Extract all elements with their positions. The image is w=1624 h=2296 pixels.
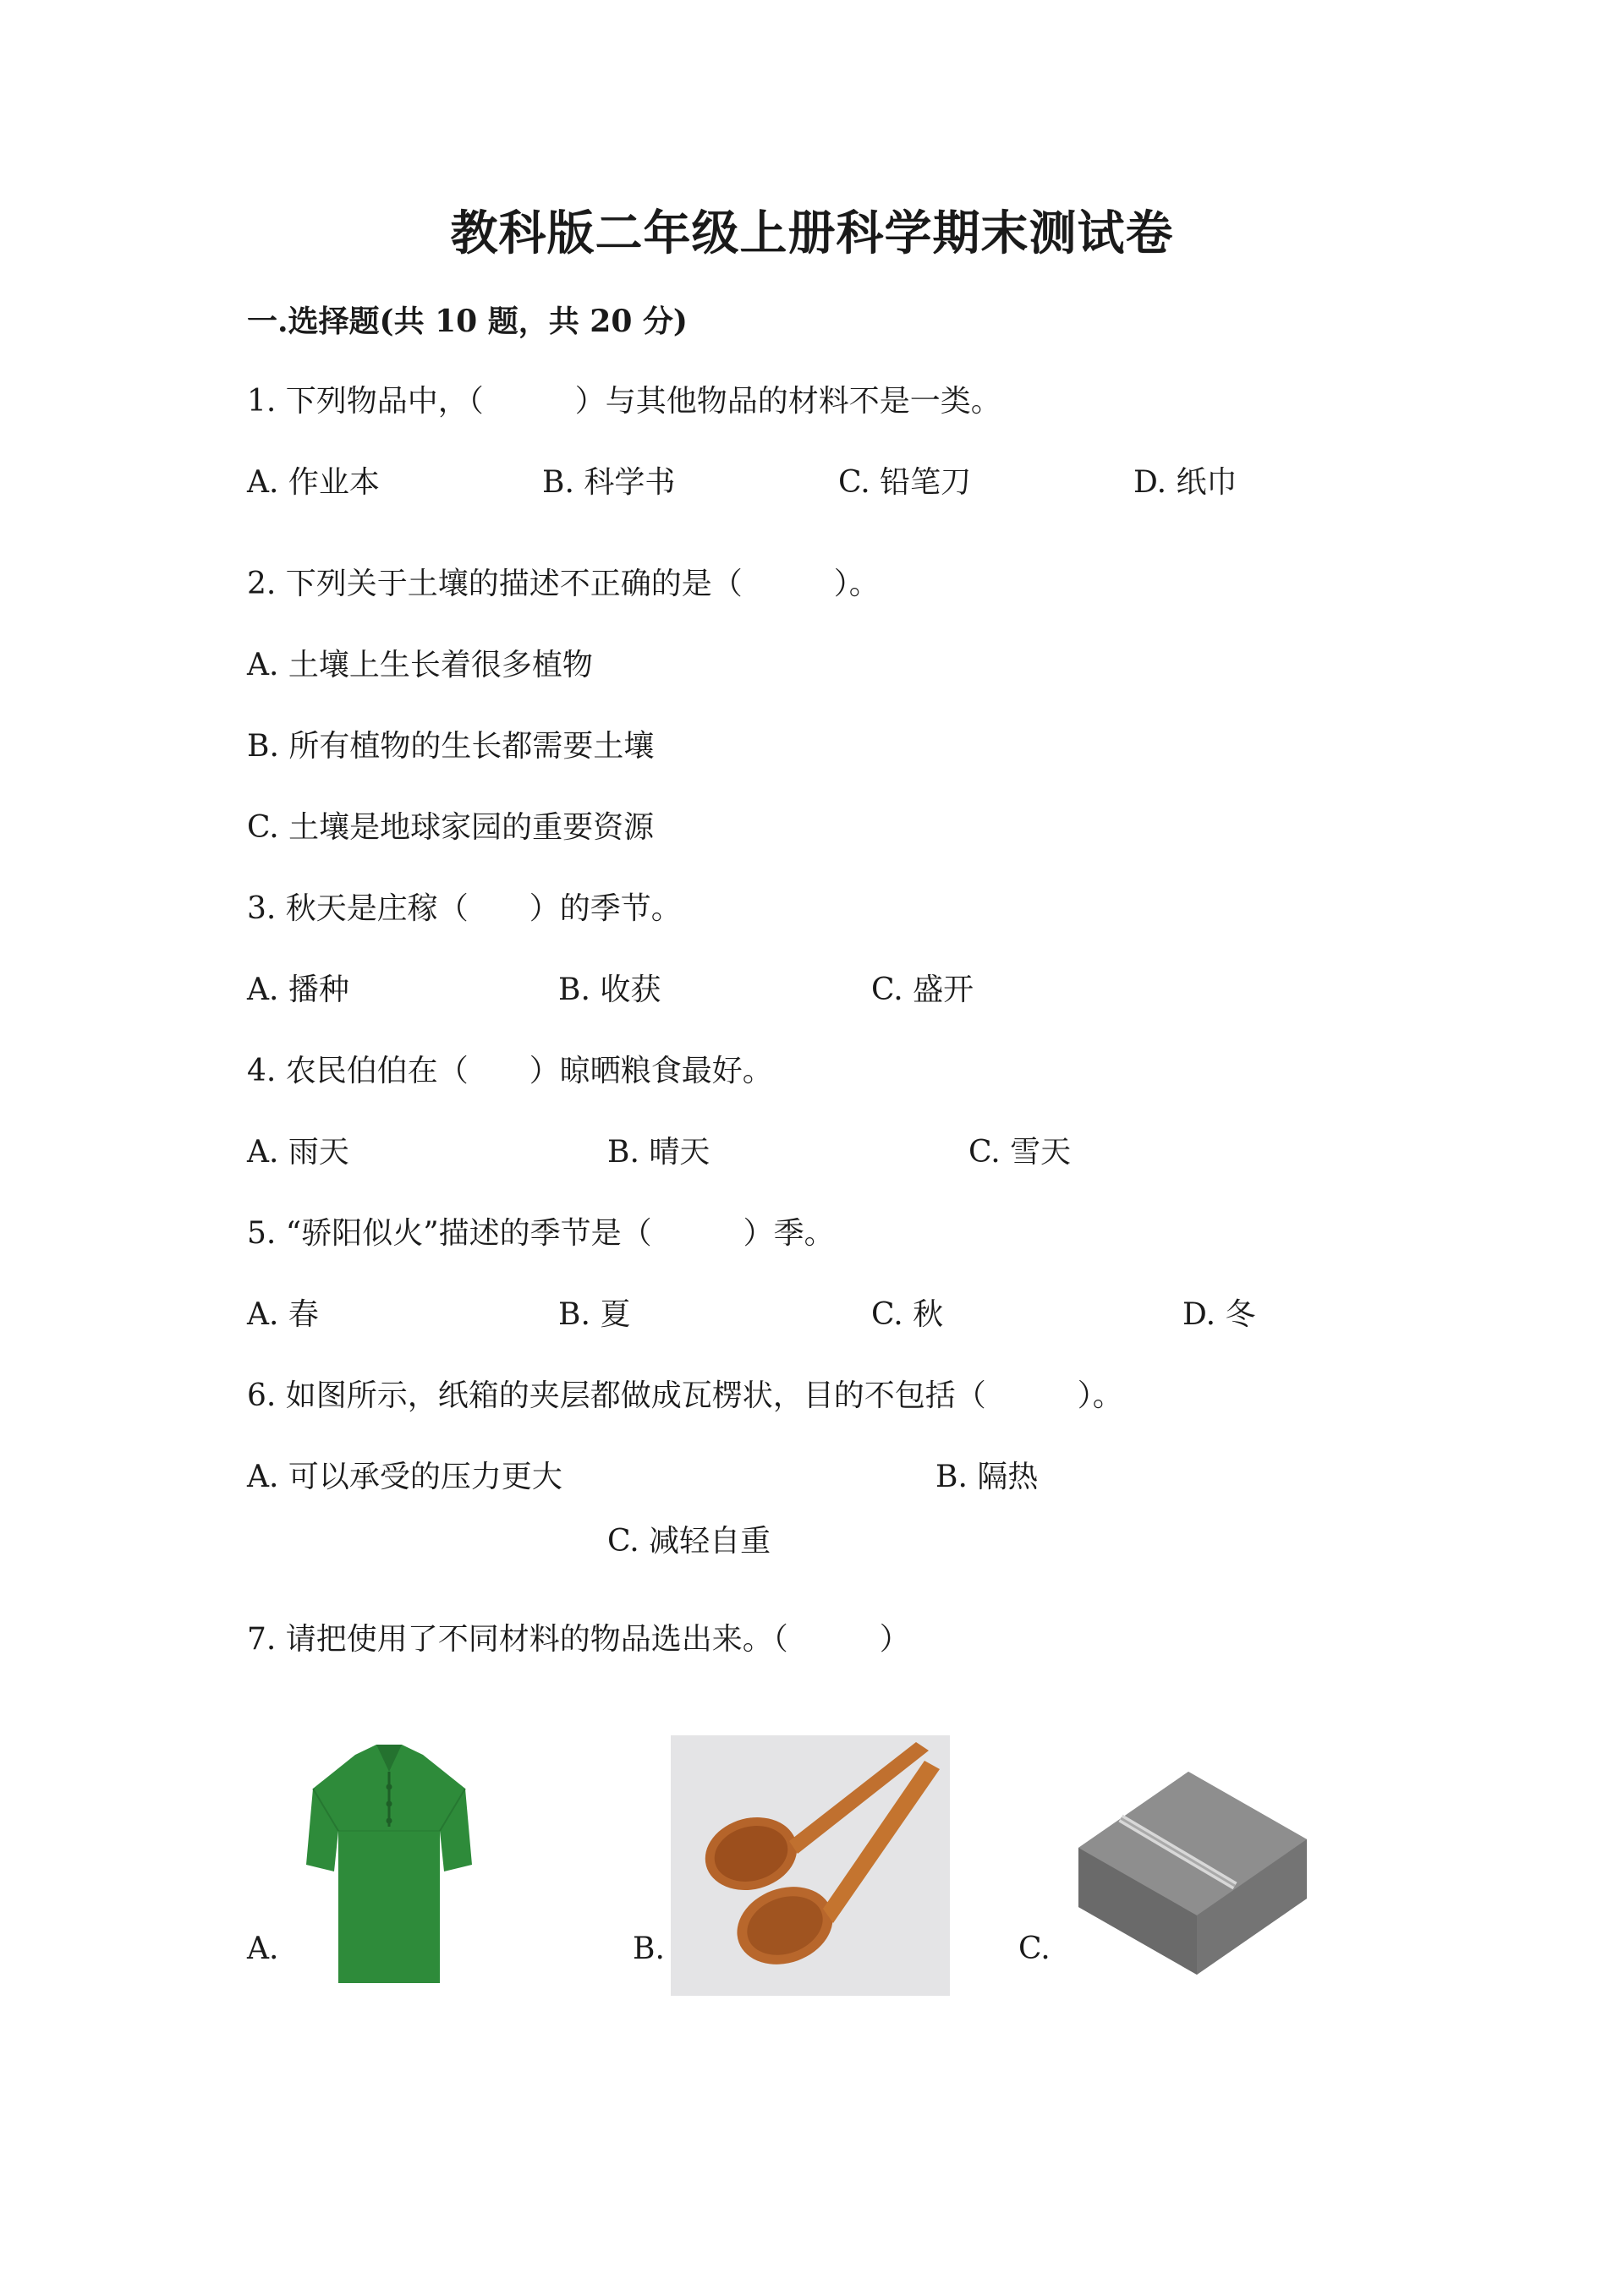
q1-option-a[interactable]: A. 作业本 xyxy=(247,465,380,500)
q3-option-a[interactable]: A. 播种 xyxy=(247,973,349,1007)
question-6: 6. 如图所示，纸箱的夹层都做成瓦楞状，目的不包括（ ）。 xyxy=(247,1378,1123,1413)
question-2: 2. 下列关于土壤的描述不正确的是（ ）。 xyxy=(247,567,880,601)
q3-option-b[interactable]: B. 收获 xyxy=(558,973,661,1007)
q2-option-a[interactable]: A. 土壤上生长着很多植物 xyxy=(247,648,593,682)
question-4: 4. 农民伯伯在（ ）晾晒粮食最好。 xyxy=(247,1054,773,1088)
section-heading: 一.选择题(共 10 题，共 20 分) xyxy=(247,304,688,339)
q7-option-c[interactable]: C. xyxy=(1018,1932,1051,1966)
q5-option-c[interactable]: C. 秋 xyxy=(871,1297,944,1332)
q1-option-b[interactable]: B. 科学书 xyxy=(542,465,676,500)
q1-option-c[interactable]: C. 铅笔刀 xyxy=(838,465,972,500)
q2-option-b[interactable]: B. 所有植物的生长都需要土壤 xyxy=(247,729,655,764)
q6-option-a[interactable]: A. 可以承受的压力更大 xyxy=(247,1460,562,1494)
q3-option-c[interactable]: C. 盛开 xyxy=(871,973,974,1007)
grey-towel-image xyxy=(1062,1755,1315,1983)
q5-option-a[interactable]: A. 春 xyxy=(247,1297,319,1332)
question-3: 3. 秋天是庄稼（ ）的季节。 xyxy=(247,891,682,926)
wooden-spoons-image xyxy=(671,1735,950,1996)
question-7: 7. 请把使用了不同材料的物品选出来。（ ） xyxy=(247,1622,910,1657)
q4-option-c[interactable]: C. 雪天 xyxy=(968,1135,1072,1170)
q7-option-b[interactable]: B. xyxy=(633,1932,665,1966)
q5-option-b[interactable]: B. 夏 xyxy=(558,1297,631,1332)
question-5: 5. “骄阳似火”描述的季节是（ ）季。 xyxy=(247,1216,835,1251)
q2-option-c[interactable]: C. 土壤是地球家园的重要资源 xyxy=(247,810,655,845)
green-shirt-image xyxy=(304,1738,474,1992)
q1-option-d[interactable]: D. 纸巾 xyxy=(1133,465,1237,500)
q4-option-b[interactable]: B. 晴天 xyxy=(607,1135,710,1170)
q5-option-d[interactable]: D. 冬 xyxy=(1182,1297,1256,1332)
q7-option-a[interactable]: A. xyxy=(247,1932,279,1966)
page-title: 教科版二年级上册科学期末测试卷 xyxy=(450,205,1174,261)
q6-option-c[interactable]: C. 减轻自重 xyxy=(607,1524,771,1559)
q6-option-b[interactable]: B. 隔热 xyxy=(935,1460,1039,1494)
q4-option-a[interactable]: A. 雨天 xyxy=(247,1135,349,1170)
question-1: 1. 下列物品中，（ ）与其他物品的材料不是一类。 xyxy=(247,384,1001,419)
